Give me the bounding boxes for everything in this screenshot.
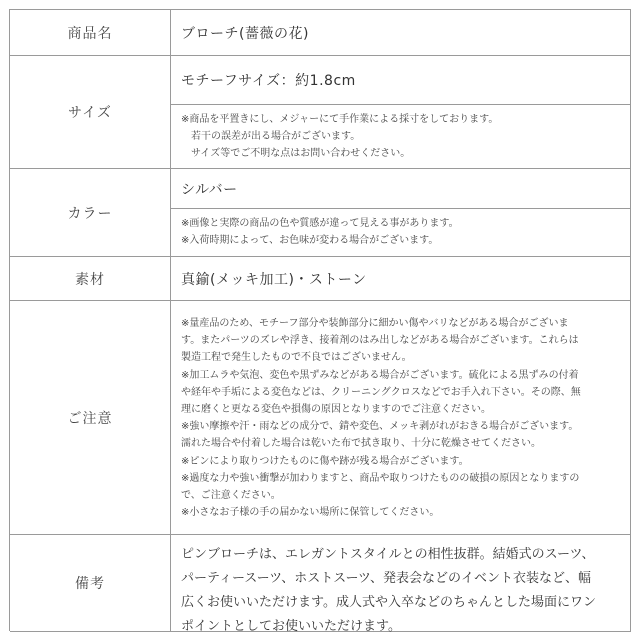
color-note-line: ※入荷時期によって、お色味が変わる場合がございます。: [181, 235, 439, 246]
row-product-name: [10, 10, 631, 56]
caution-line: 濡れた場合や付着した場合は乾いた布で拭き取り、十分に乾燥させてください。: [181, 438, 541, 450]
value-color: シルバー: [171, 169, 631, 209]
caution-line: ※ピンにより取りつけたものに傷や跡が残る場合がございます。: [181, 455, 469, 467]
caution-line: や経年や手垢による変色などは、クリーニングクロスなどでお手入れ下さい。その際、無: [181, 386, 581, 398]
row-caution: [10, 301, 631, 535]
size-notes: [171, 105, 631, 169]
remarks-line: パーティースーツ、ホストスーツ、発表会などのイベント衣装など、幅: [181, 571, 592, 586]
row-material: [10, 257, 631, 301]
remarks-line: ポイントとしてお使いいただけます。: [181, 619, 401, 634]
remarks-line: 広くお使いいただけます。成人式や入卒などのちゃんとした場面にワン: [181, 595, 596, 610]
row-size: [10, 56, 631, 169]
label-remarks: 備考: [10, 535, 171, 632]
label-size: サイズ: [10, 56, 171, 169]
caution-line: ※量産品のため、モチーフ部分や装飾部分に細かい傷やバリなどがある場合がございま: [181, 318, 569, 329]
label-material: 素材: [10, 257, 171, 301]
caution-line: ※過度な力や強い衝撃が加わりますと、商品や取りつけたものの破損の原因となりますの: [181, 472, 580, 484]
remarks-text: [171, 535, 631, 632]
caution-line: 製造工程で発生したもので不良ではございません。: [181, 352, 412, 364]
caution-text: [171, 301, 631, 535]
color-notes: [171, 209, 631, 257]
row-remarks: [10, 535, 631, 632]
caution-line: ※強い摩擦や汗・雨などの成分で、錆や変色、メッキ剥がれがおきる場合がございます。: [181, 421, 579, 433]
label-caution: ご注意: [10, 301, 171, 535]
value-product-name: ブローチ(薔薇の花): [171, 10, 631, 56]
remarks-line: ピンブローチは、エレガントスタイルとの相性抜群。結婚式のスーツ、: [181, 547, 595, 562]
value-size: モチーフサイズ：約1.8cm: [171, 56, 631, 105]
caution-line: ※小さなお子様の手の届かない場所に保管してください。: [181, 507, 440, 519]
caution-line: 理に磨くと更なる変色や損傷の原因となりますのでご注意ください。: [181, 404, 491, 416]
caution-line: す。またパーツのズレや浮き、接着剤のはみ出しなどがある場合がございます。これらは: [181, 335, 579, 347]
caution-line: ※加工ムラや気泡、変色や黒ずみなどがある場合がございます。硫化による黒ずみの付着: [181, 369, 579, 381]
label-product-name: 商品名: [10, 10, 171, 56]
caution-line: で、ご注意ください。: [181, 490, 281, 502]
product-spec-table: [9, 9, 631, 634]
size-note-line: 若干の誤差が出る場合がございます。: [191, 131, 361, 142]
size-note-line: サイズ等でご不明な点はお問い合わせください。: [191, 148, 411, 159]
size-note-line: ※商品を平置きにし、メジャーにて手作業による採寸をしております。: [181, 114, 499, 125]
value-material: 真鍮(メッキ加工)・ストーン: [171, 257, 631, 301]
label-color: カラー: [10, 169, 171, 257]
color-note-line: ※画像と実際の商品の色や質感が違って見える事があります。: [181, 218, 459, 229]
row-color: [10, 169, 631, 257]
